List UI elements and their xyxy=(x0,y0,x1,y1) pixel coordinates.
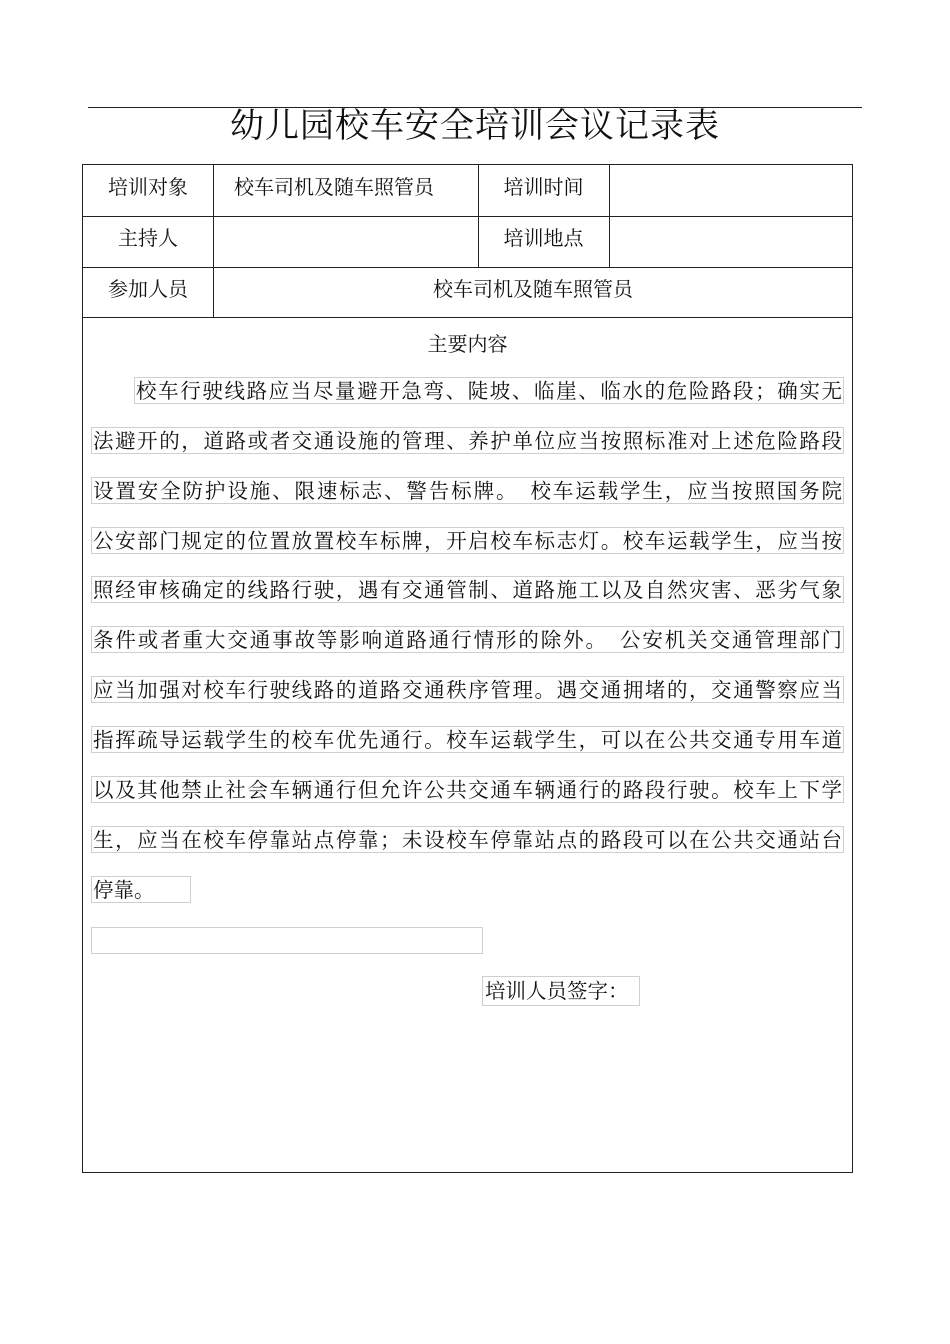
content-line: 校车行驶线路应当尽量避开急弯、陡坡、临崖、临水的危险路段；确实无 xyxy=(136,379,842,403)
content-heading: 主要内容 xyxy=(427,332,508,356)
record-form-table xyxy=(82,164,853,1173)
attendees-label: 参加人员 xyxy=(108,277,188,301)
host-label: 主持人 xyxy=(118,226,178,250)
content-line: 公安部门规定的位置放置校车标牌，开启校车标志灯。校车运载学生，应当按 xyxy=(93,529,842,553)
content-line: 应当加强对校车行驶线路的道路交通秩序管理。遇交通拥堵的，交通警察应当 xyxy=(93,678,842,702)
content-line: 生，应当在校车停靠站点停靠；未设校车停靠站点的路段可以在公共交通站台 xyxy=(93,828,842,852)
location-label: 培训地点 xyxy=(503,226,584,250)
blank-line-box xyxy=(91,927,483,954)
content-line: 条件或者重大交通事故等影响道路通行情形的除外。 公安机关交通管理部门 xyxy=(93,628,842,652)
signature-label: 培训人员签字： xyxy=(482,976,640,1006)
trainee-label: 培训对象 xyxy=(108,175,188,199)
content-line: 指挥疏导运载学生的校车优先通行。校车运载学生，可以在公共交通专用车道 xyxy=(93,728,842,752)
attendees-value: 校车司机及随车照管员 xyxy=(433,277,633,301)
document-title: 幼儿园校车安全培训会议记录表 xyxy=(230,106,720,146)
time-label: 培训时间 xyxy=(503,175,584,199)
trainee-value: 校车司机及随车照管员 xyxy=(234,175,434,199)
content-line: 以及其他禁止社会车辆通行但允许公共交通车辆通行的路段行驶。校车上下学 xyxy=(93,778,842,802)
row-divider xyxy=(83,267,852,268)
content-line: 设置安全防护设施、限速标志、警告标牌。 校车运载学生，应当按照国务院 xyxy=(93,479,842,503)
row-divider xyxy=(83,216,852,217)
content-line: 法避开的，道路或者交通设施的管理、养护单位应当按照标准对上述危险路段 xyxy=(93,429,842,453)
column-divider xyxy=(609,165,610,267)
content-line: 照经审核确定的线路行驶，遇有交通管制、道路施工以及自然灾害、恶劣气象 xyxy=(93,578,842,602)
row-divider xyxy=(83,317,852,318)
content-line: 停靠。 xyxy=(91,876,191,903)
